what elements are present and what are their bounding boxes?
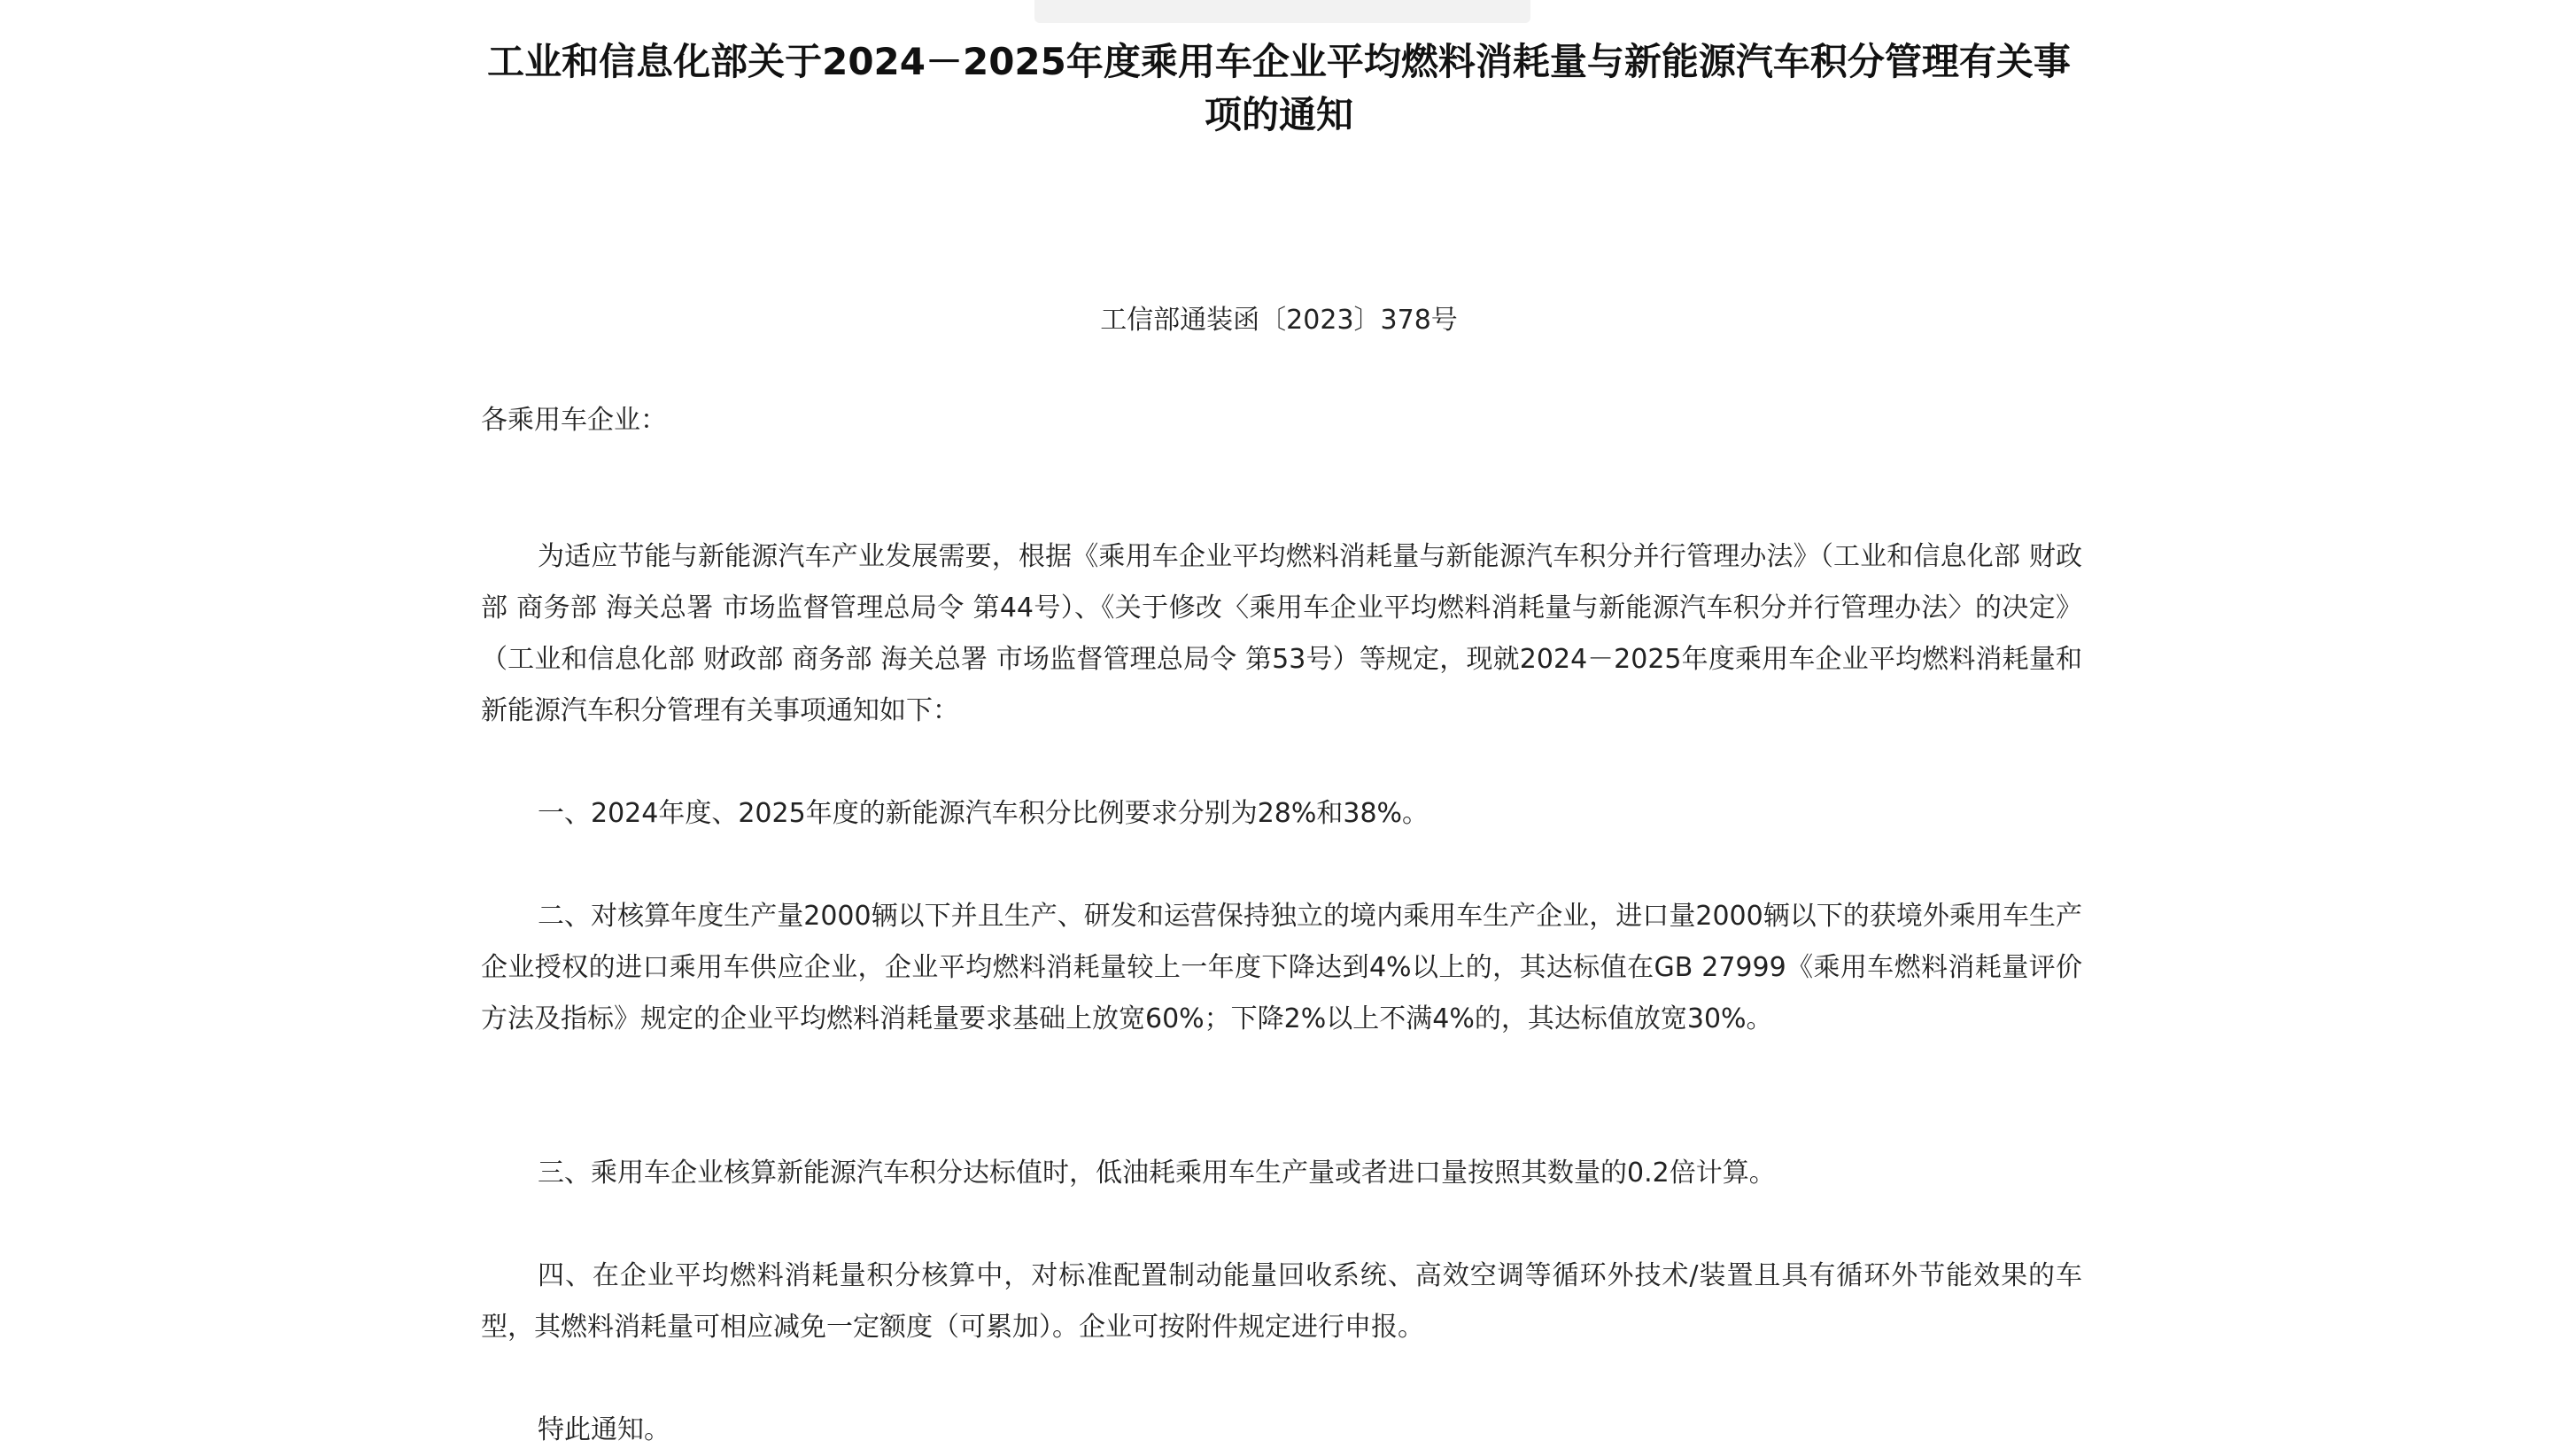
notice-article (478, 35, 2082, 1445)
paragraph-item-3: 三、乘用车企业核算新能源汽车积分达标值时，低油耗乘用车生产量或者进口量按照其数量的0.2倍计算。 (538, 1158, 1776, 1189)
paragraph-item-2: 二、对核算年度生产量2000辆以下并且生产、研发和运营保持独立的境内乘用车生产企业，进口量2000辆以下的获境外乘用车生产企业授权的进口乘用车供应企业，企业平均燃料消耗量较上一年度下降达到4%以上的，其达标值在GB 27999《乘用车燃料消耗量评价方法及指标》规定的企业平均燃料消耗量要求基础上放宽60%；下降2%以上不满4%的，其达标值放宽30%。 (481, 901, 2082, 1034)
page-title: 工业和信息化部关于2024－2025年度乘用车企业平均燃料消耗量与新能源汽车积分管理有关事项的通知 (487, 40, 2071, 136)
salutation: 各乘用车企业： (481, 405, 667, 436)
paragraph-item-4: 四、在企业平均燃料消耗量积分核算中，对标准配置制动能量回收系统、高效空调等循环外技术/装置且具有循环外节能效果的车型，其燃料消耗量可相应减免一定额度（可累加）。企业可按附件规定进行申报。 (481, 1260, 2082, 1343)
paragraph-item-1: 一、2024年度、2025年度的新能源汽车积分比例要求分别为28%和38%。 (538, 798, 1429, 829)
closing-line: 特此通知。 (538, 1414, 670, 1445)
top-tab-bar (1034, 0, 1530, 23)
paragraph-intro: 为适应节能与新能源汽车产业发展需要，根据《乘用车企业平均燃料消耗量与新能源汽车积分并行管理办法》（工业和信息化部 财政部 商务部 海关总署 市场监督管理总局令 第44号）、《关于修改〈乘用车企业平均燃料消耗量与新能源汽车积分并行管理办法〉的决定》（工业和信息化部 财政部 商务部 海关总署 市场监督管理总局令 第53号）等规定，现就2024－2025年度乘用车企业平均燃料消耗量和新能源汽车积分管理有关事项通知如下： (481, 541, 2082, 726)
document-number: 工信部通装函〔2023〕378号 (1100, 305, 1458, 336)
